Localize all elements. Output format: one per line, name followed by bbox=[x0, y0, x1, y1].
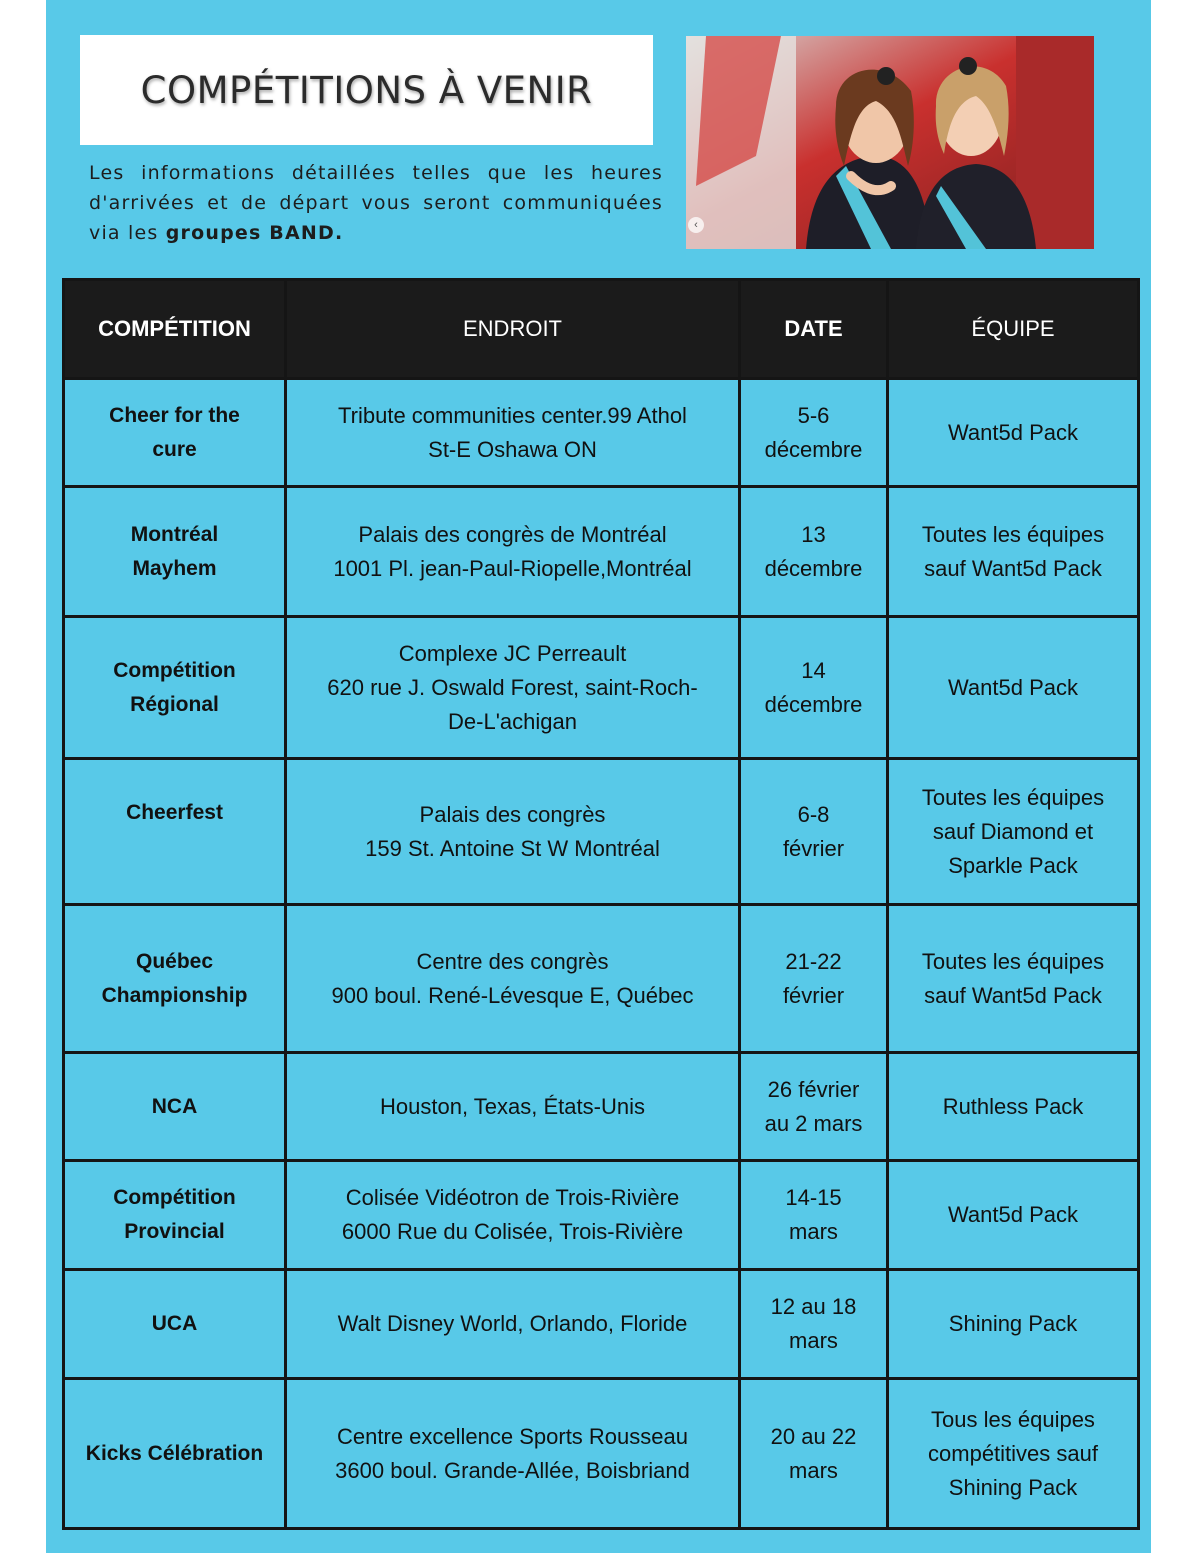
team-cell: Tous les équipes compétitives sauf Shining Pack bbox=[888, 1379, 1139, 1529]
date-cell: 26 février au 2 mars bbox=[740, 1053, 888, 1161]
competition-cell: Cheer for the cure bbox=[64, 379, 286, 487]
competitions-table bbox=[62, 278, 1140, 1530]
carousel-prev-icon[interactable]: ‹ bbox=[688, 217, 704, 233]
table-header-row bbox=[64, 280, 1139, 379]
competition-cell: UCA bbox=[64, 1270, 286, 1379]
competition-cell: Compétition Provincial bbox=[64, 1161, 286, 1270]
location-cell: Centre des congrès 900 boul. René-Lévesque E, Québec bbox=[286, 905, 740, 1053]
date-cell: 13 décembre bbox=[740, 487, 888, 617]
location-cell: Palais des congrès de Montréal 1001 Pl. jean-Paul-Riopelle,Montréal bbox=[286, 487, 740, 617]
table-row bbox=[64, 1270, 1139, 1379]
header-date: DATE bbox=[740, 280, 888, 379]
team-cell: Shining Pack bbox=[888, 1270, 1139, 1379]
table-row bbox=[64, 1053, 1139, 1161]
team-cell: Ruthless Pack bbox=[888, 1053, 1139, 1161]
date-cell: 5-6 décembre bbox=[740, 379, 888, 487]
table-row bbox=[64, 1161, 1139, 1270]
date-cell: 21-22 février bbox=[740, 905, 888, 1053]
intro-bold-text: groupes BAND. bbox=[165, 222, 344, 244]
cheerleaders-illustration bbox=[686, 36, 1094, 249]
date-cell: 20 au 22 mars bbox=[740, 1379, 888, 1529]
date-cell: 14 décembre bbox=[740, 617, 888, 759]
competition-cell: Kicks Célébration bbox=[64, 1379, 286, 1529]
header-competition: COMPÉTITION bbox=[64, 280, 286, 379]
table-row bbox=[64, 905, 1139, 1053]
location-cell: Palais des congrès 159 St. Antoine St W Montréal bbox=[286, 759, 740, 905]
team-cell: Want5d Pack bbox=[888, 617, 1139, 759]
table-row bbox=[64, 759, 1139, 905]
intro-paragraph bbox=[89, 158, 663, 248]
cheerleaders-photo bbox=[686, 36, 1094, 249]
team-cell: Want5d Pack bbox=[888, 379, 1139, 487]
team-cell: Toutes les équipes sauf Diamond et Sparkle Pack bbox=[888, 759, 1139, 905]
date-cell: 12 au 18 mars bbox=[740, 1270, 888, 1379]
competition-cell: Québec Championship bbox=[64, 905, 286, 1053]
table-row bbox=[64, 617, 1139, 759]
table-row bbox=[64, 1379, 1139, 1529]
table-row bbox=[64, 379, 1139, 487]
page-title: COMPÉTITIONS À VENIR bbox=[140, 68, 593, 112]
location-cell: Complexe JC Perreault 620 rue J. Oswald Forest, saint-Roch- De-L'achigan bbox=[286, 617, 740, 759]
table-row bbox=[64, 487, 1139, 617]
team-cell: Toutes les équipes sauf Want5d Pack bbox=[888, 905, 1139, 1053]
location-cell: Colisée Vidéotron de Trois-Rivière 6000 Rue du Colisée, Trois-Rivière bbox=[286, 1161, 740, 1270]
location-cell: Walt Disney World, Orlando, Floride bbox=[286, 1270, 740, 1379]
competition-cell: NCA bbox=[64, 1053, 286, 1161]
competition-cell: Montréal Mayhem bbox=[64, 487, 286, 617]
team-cell: Want5d Pack bbox=[888, 1161, 1139, 1270]
intro-text: Les informations détaillées telles que les heures d'arrivées et de départ vous seront communiquées via les bbox=[89, 162, 663, 244]
team-cell: Toutes les équipes sauf Want5d Pack bbox=[888, 487, 1139, 617]
date-cell: 14-15 mars bbox=[740, 1161, 888, 1270]
location-cell: Houston, Texas, États-Unis bbox=[286, 1053, 740, 1161]
title-box bbox=[80, 35, 653, 145]
header-team: ÉQUIPE bbox=[888, 280, 1139, 379]
location-cell: Centre excellence Sports Rousseau 3600 boul. Grande-Allée, Boisbriand bbox=[286, 1379, 740, 1529]
date-cell: 6-8 février bbox=[740, 759, 888, 905]
header-location: ENDROIT bbox=[286, 280, 740, 379]
competition-cell: Compétition Régional bbox=[64, 617, 286, 759]
competition-cell: Cheerfest bbox=[64, 759, 286, 905]
location-cell: Tribute communities center.99 Athol St-E Oshawa ON bbox=[286, 379, 740, 487]
